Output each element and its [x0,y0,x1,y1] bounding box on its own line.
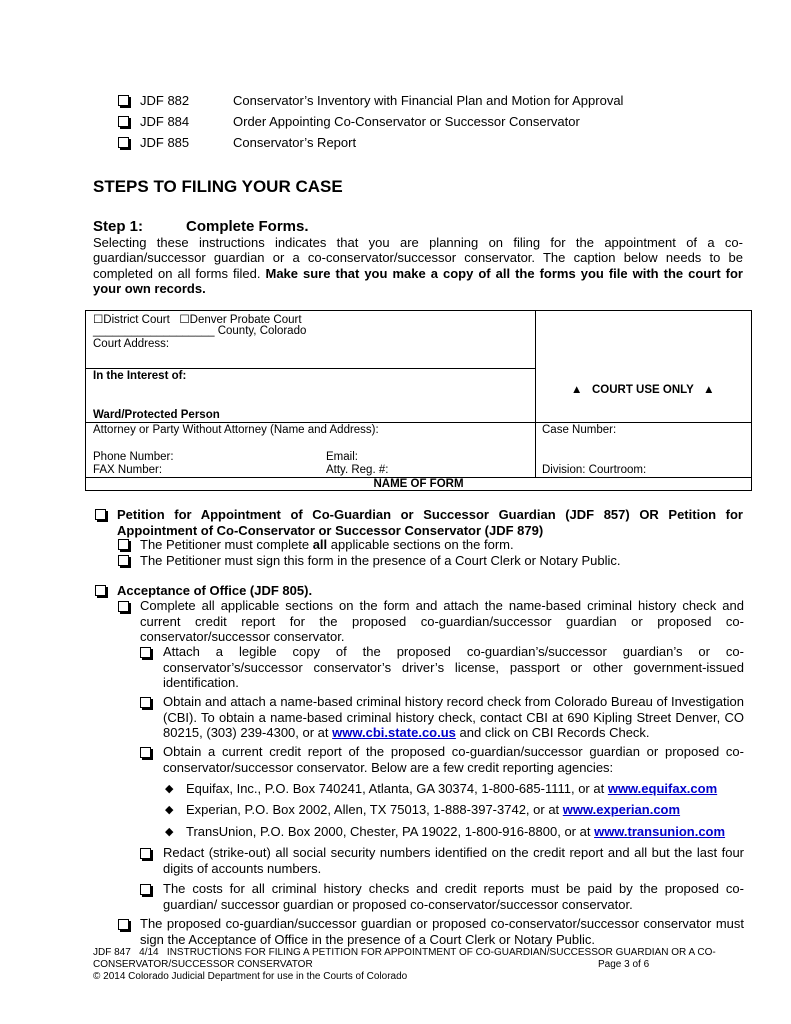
diamond-bullet-icon: ◆ [165,783,174,795]
petition-item-text: The Petitioner must complete [140,537,313,552]
checkbox-icon [140,747,151,758]
acceptance-sub-redact: Redact (strike-out) all social security numbers identified on the credit report and all but the last four digits of accounts numbers. [163,845,744,876]
form-list-item [118,114,738,135]
court-use-only: ▲ COURT USE ONLY ▲ [571,384,715,396]
checkbox-icon [140,884,151,895]
checkbox-icon [140,647,151,658]
footer-line [93,959,753,971]
caption-box [85,310,752,491]
case-number-label: Case Number: [542,424,617,436]
court-address: Court Address: [93,338,170,350]
form-code: JDF 884 [140,114,190,129]
cbi-text: Obtain and attach a name-based criminal history record check from Colorado Bureau of Investigation (CBI). To obtain a name-based criminal history check, contact CBI at 690 Kipling Street Denver, CO 80215, (303) 239-4300, or at [163,694,744,740]
form-code: JDF 882 [140,93,190,108]
checkbox-icon [140,848,151,859]
email-label: Email: [326,451,358,463]
footer-form-title: CONSERVATOR/SUCCESSOR CONSERVATOR [93,959,313,970]
form-list-item [118,93,738,114]
form-title: Order Appointing Co-Conservator or Successor Conservator [233,114,580,129]
in-interest-label: In the Interest of: [93,370,187,382]
checkbox-icon [118,539,129,550]
acceptance-sub-credit: Obtain a current credit report of the proposed co-guardian/successor guardian or proposed co-conservator/successor conservator. Below are a few credit reporting agencies: [163,744,744,775]
acceptance-sub-id: Attach a legible copy of the proposed co-guardian’s/successor guardian’s or co-conservator’s/successor conservator’s driver’s license, passport or other government-issued identification. [163,644,744,690]
form-list [118,93,738,156]
step1-text [93,235,743,296]
checkbox-icon [95,585,106,596]
form-code: JDF 885 [140,135,190,150]
petition-title: Petition for Appointment of Co-Guardian or Successor Guardian (JDF 857) OR Petition for Appointment of Co-Conservator or Successor Conservator (JDF 879) [117,507,743,538]
checkbox-icon [118,137,129,148]
step-label: Step 1: [93,218,144,235]
agency-equifax [186,781,717,796]
cbi-link[interactable]: www.cbi.state.co.us [332,725,456,740]
acceptance-title: Acceptance of Office (JDF 805). [117,583,313,598]
phone-label: Phone Number: [93,451,174,463]
footer-line: JDF 847 4/14 INSTRUCTIONS FOR FILING A PETITION FOR APPOINTMENT OF CO-GUARDIAN/SUCCESSOR GUARDIAN OR A CO- [93,947,716,958]
checkbox-icon [118,601,129,612]
checkbox-icon [118,555,129,566]
petition-item-text: applicable sections on the form. [327,537,514,552]
section-heading: STEPS TO FILING YOUR CASE [93,177,343,196]
petition-item-complete [140,537,514,552]
ward-label: Ward/Protected Person [93,409,220,421]
equifax-link[interactable]: www.equifax.com [607,781,718,796]
fax-label: FAX Number: [93,464,163,476]
step1-bold-note: Make sure that you make a copy of all the forms you file with the court for your own records. [93,265,743,296]
checkbox-icon [118,116,129,127]
step-title: Complete Forms. [186,218,309,235]
footer [93,947,753,983]
footer-copyright: © 2014 Colorado Judicial Department for use in the Courts of Colorado [93,971,408,982]
page-number: Page 3 of 6 [598,959,650,970]
checkbox-icon [118,919,129,930]
diamond-bullet-icon: ◆ [165,826,174,838]
petition-item-bold: all [312,537,328,552]
checkbox-icon [95,509,106,520]
petition-item-sign: The Petitioner must sign this form in the presence of a Court Clerk or Notary Public. [140,553,621,568]
agency-experian [186,802,680,817]
division-label: Division: Courtroom: [542,464,647,476]
county-line: ___________________ County, Colorado [93,325,307,337]
agency-transunion [186,824,725,839]
acceptance-sub-costs: The costs for all criminal history checks and credit reports must be paid by the proposed co-guardian/ successor guardian or proposed co-conservator/successor conservator. [163,881,744,912]
agency-text: Equifax, Inc., P.O. Box 740241, Atlanta, GA 30374, 1-800-685-1111, or at [186,781,608,796]
step1-heading [93,218,309,235]
caption-divider [86,368,535,369]
agency-text: Experian, P.O. Box 2002, Allen, TX 75013, 1-888-397-3742, or at [186,802,563,817]
attorney-label: Attorney or Party Without Attorney (Name and Address): [93,424,379,436]
caption-divider-vertical [535,311,536,478]
acceptance-sub-cbi [163,694,744,741]
step1-body: Selecting these instructions indicates that you are planning on filing for the appointment of a co-guardian/successor guardian or a co-conservator/successor conservator. The caption below needs to be completed on all forms filed. [93,235,743,281]
agency-text: TransUnion, P.O. Box 2000, Chester, PA 19022, 1-800-916-8800, or at [186,824,595,839]
court-options: ☐District Court ☐Denver Probate Court [93,314,302,326]
experian-link[interactable]: www.experian.com [562,802,681,817]
acceptance-item-sign: The proposed co-guardian/successor guardian or proposed co-conservator/successor conservator must sign the Acceptance of Office in the presence of a Court Clerk or Notary Public. [140,916,744,947]
checkbox-icon [140,697,151,708]
diamond-bullet-icon: ◆ [165,804,174,816]
caption-divider [86,422,751,423]
cbi-text: and click on CBI Records Check. [455,725,650,740]
form-title: Conservator’s Report [233,135,357,150]
acceptance-item-complete: Complete all applicable sections on the form and attach the name-based criminal history check and current credit report for the proposed co-guardian/successor guardian or proposed co-conservator/successor conservator. [140,598,744,644]
form-list-item [118,135,738,156]
checkbox-icon [118,95,129,106]
form-title: Conservator’s Inventory with Financial Plan and Motion for Approval [233,93,624,108]
name-of-form: NAME OF FORM [373,478,464,490]
transunion-link[interactable]: www.transunion.com [594,824,726,839]
atty-reg-label: Atty. Reg. #: [326,464,389,476]
